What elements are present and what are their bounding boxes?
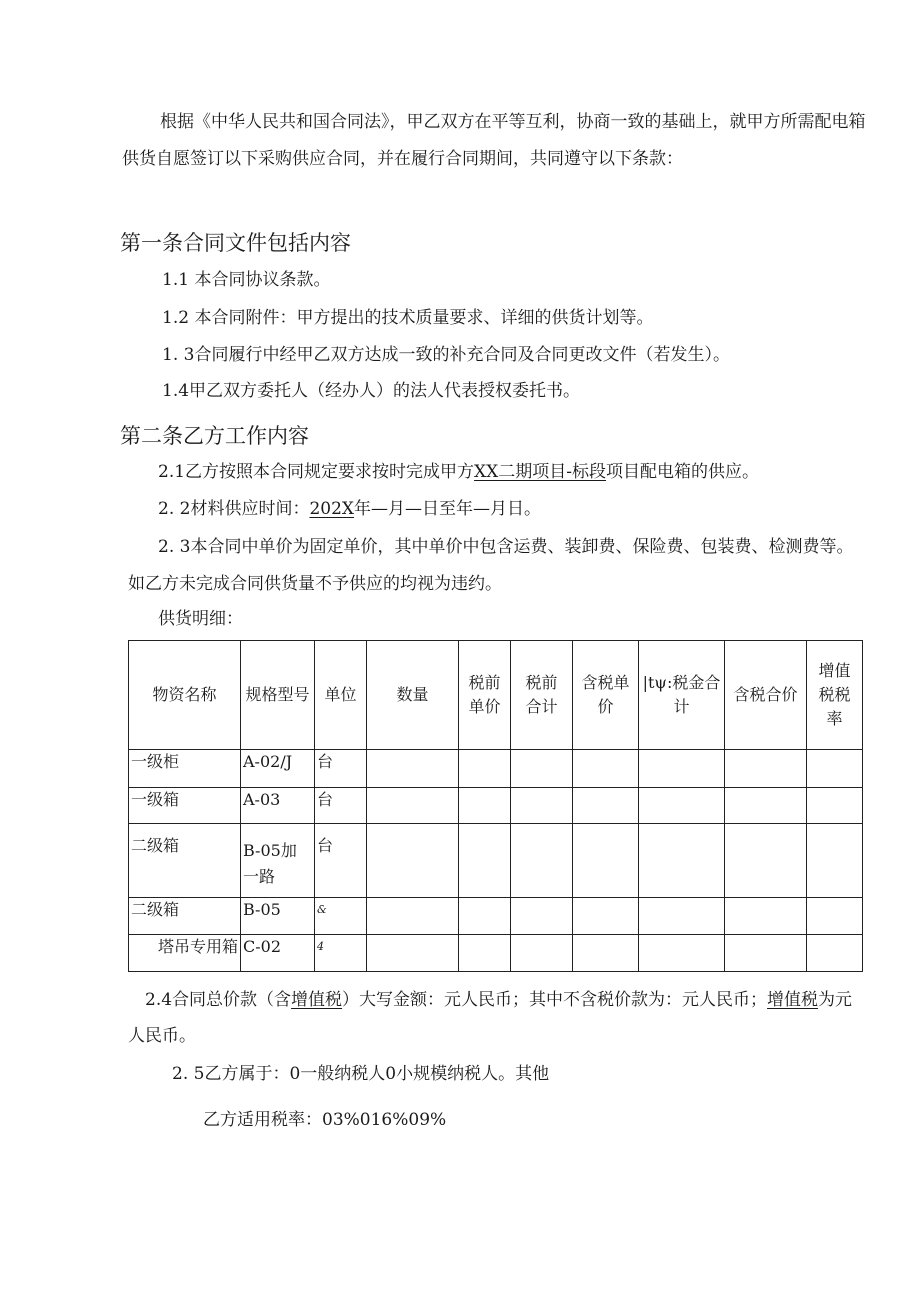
cell-tax-total: [639, 824, 725, 898]
cell-pretax-total: [511, 788, 573, 824]
cell-quantity: [367, 824, 459, 898]
cell-spec-model: B-05: [241, 898, 315, 935]
cell-taxed-total-price: [725, 750, 807, 788]
cell-pretax-unit-price: [459, 750, 511, 788]
cell-pretax-total: [511, 898, 573, 935]
taxpayer-type: 2. 5乙方属于：0一般纳税人0小规模纳税人。其他: [172, 1064, 550, 1084]
header-vat-rate: 增值 税税 率: [807, 641, 863, 750]
total-pre: 2.4合同总价款（含: [145, 990, 292, 1010]
cell-quantity: [367, 935, 459, 972]
table-row: [129, 935, 863, 972]
vat-term-2: 增值税: [767, 990, 819, 1010]
article-2-item-2-post: 年—月—日至年—月日。: [354, 499, 542, 519]
supply-detail-label: 供货明细：: [158, 609, 243, 629]
cell-unit: 台: [315, 750, 367, 788]
header-tax-total: |tψ:税金合 计: [639, 641, 725, 750]
cell-material-name: 一级箱: [129, 788, 241, 824]
cell-material-name: 二级箱: [129, 898, 241, 935]
cell-quantity: [367, 750, 459, 788]
cell-pretax-total: [511, 750, 573, 788]
cell-quantity: [367, 898, 459, 935]
cell-pretax-total: [511, 935, 573, 972]
table-header-row: [129, 641, 863, 750]
cell-taxed-total-price: [725, 898, 807, 935]
cell-unit: 台: [315, 788, 367, 824]
total-post: 为元: [818, 990, 853, 1010]
cell-spec-model: C-02: [241, 935, 315, 972]
cell-unit: 台: [315, 824, 367, 898]
cell-taxed-total-price: [725, 935, 807, 972]
supply-year: 202X: [309, 499, 355, 519]
cell-vat-rate: [807, 750, 863, 788]
cell-vat-rate: [807, 824, 863, 898]
total-mid: ）大写金额：元人民币；其中不含税价款为：元人民币；: [342, 990, 768, 1010]
header-taxed-total-price: 含税合价: [725, 641, 807, 750]
cell-vat-rate: [807, 935, 863, 972]
cell-tax-total: [639, 788, 725, 824]
cell-pretax-unit-price: [459, 935, 511, 972]
article-1-item-2: 1.2 本合同附件：甲方提出的技术质量要求、详细的供货计划等。: [162, 308, 654, 328]
article-2-item-1: [158, 460, 759, 484]
cell-taxed-total-price: [725, 788, 807, 824]
total-price-line-2: 人民币。: [128, 1026, 196, 1046]
cell-material-name: 二级箱: [129, 824, 241, 898]
table-row: [129, 750, 863, 788]
cell-taxed-unit-price: [573, 824, 639, 898]
intro-line-2: 供货自愿签订以下采购供应合同，并在履行合同期间，共同遵守以下条款：: [122, 149, 683, 169]
cell-pretax-total: [511, 824, 573, 898]
article-1-item-3: 1. 3合同履行中经甲乙双方达成一致的补充合同及合同更改文件（若发生）。: [162, 345, 730, 365]
cell-tax-total: [639, 898, 725, 935]
cell-vat-rate: [807, 788, 863, 824]
supply-table: [128, 640, 863, 972]
article-2-title: 第二条乙方工作内容: [120, 424, 309, 448]
cell-tax-total: [639, 935, 725, 972]
cell-material-name: 塔吊专用箱: [129, 935, 241, 972]
cell-tax-total: [639, 750, 725, 788]
article-2-item-2-pre: 2. 2材料供应时间：: [158, 499, 310, 519]
article-2-item-3-line-1: 2. 3本合同中单价为固定单价，其中单价中包含运费、装卸费、保险费、包装费、检测费等。: [158, 537, 854, 557]
cell-spec-model: B-05加 一路: [241, 824, 315, 898]
cell-material-name: 一级柜: [129, 750, 241, 788]
cell-pretax-unit-price: [459, 788, 511, 824]
total-price-line-1: [145, 988, 852, 1012]
cell-taxed-unit-price: [573, 750, 639, 788]
article-2-item-1-post: 项目配电箱的供应。: [606, 462, 759, 482]
project-name: XX二期项目-标段: [474, 462, 606, 482]
article-2-item-2: [158, 497, 541, 521]
cell-quantity: [367, 788, 459, 824]
article-2-item-3-line-2: 如乙方未完成合同供货量不予供应的均视为违约。: [128, 574, 502, 594]
cell-spec-model: A-02/J: [241, 750, 315, 788]
header-material-name: 物资名称: [129, 641, 241, 750]
cell-vat-rate: [807, 898, 863, 935]
cell-taxed-unit-price: [573, 935, 639, 972]
cell-taxed-unit-price: [573, 898, 639, 935]
vat-term-1: 增值税: [291, 990, 343, 1010]
header-quantity: 数量: [367, 641, 459, 750]
header-taxed-unit-price: 含税单 价: [573, 641, 639, 750]
article-1-item-1: 1.1 本合同协议条款。: [162, 270, 331, 290]
cell-unit: 4: [315, 935, 367, 972]
intro-line-1: 根据《中华人民共和国合同法》，甲乙双方在平等互利，协商一致的基础上，就甲方所需配电箱: [160, 112, 866, 132]
table-row: [129, 898, 863, 935]
cell-taxed-total-price: [725, 824, 807, 898]
table-row: [129, 788, 863, 824]
header-spec-model: 规格型号: [241, 641, 315, 750]
article-1-title: 第一条合同文件包括内容: [120, 231, 351, 255]
cell-pretax-unit-price: [459, 898, 511, 935]
cell-taxed-unit-price: [573, 788, 639, 824]
tax-rate: 乙方适用税率：03%016%09%: [203, 1110, 447, 1130]
article-1-item-4: 1.4甲乙双方委托人（经办人）的法人代表授权委托书。: [162, 381, 581, 401]
header-pretax-unit-price: 税前 单价: [459, 641, 511, 750]
header-pretax-total: 税前 合计: [511, 641, 573, 750]
cell-pretax-unit-price: [459, 824, 511, 898]
header-unit: 单位: [315, 641, 367, 750]
cell-spec-model: A-03: [241, 788, 315, 824]
article-2-item-1-pre: 2.1乙方按照本合同规定要求按时完成甲方: [158, 462, 475, 482]
table-row: [129, 824, 863, 898]
cell-unit: &: [315, 898, 367, 935]
